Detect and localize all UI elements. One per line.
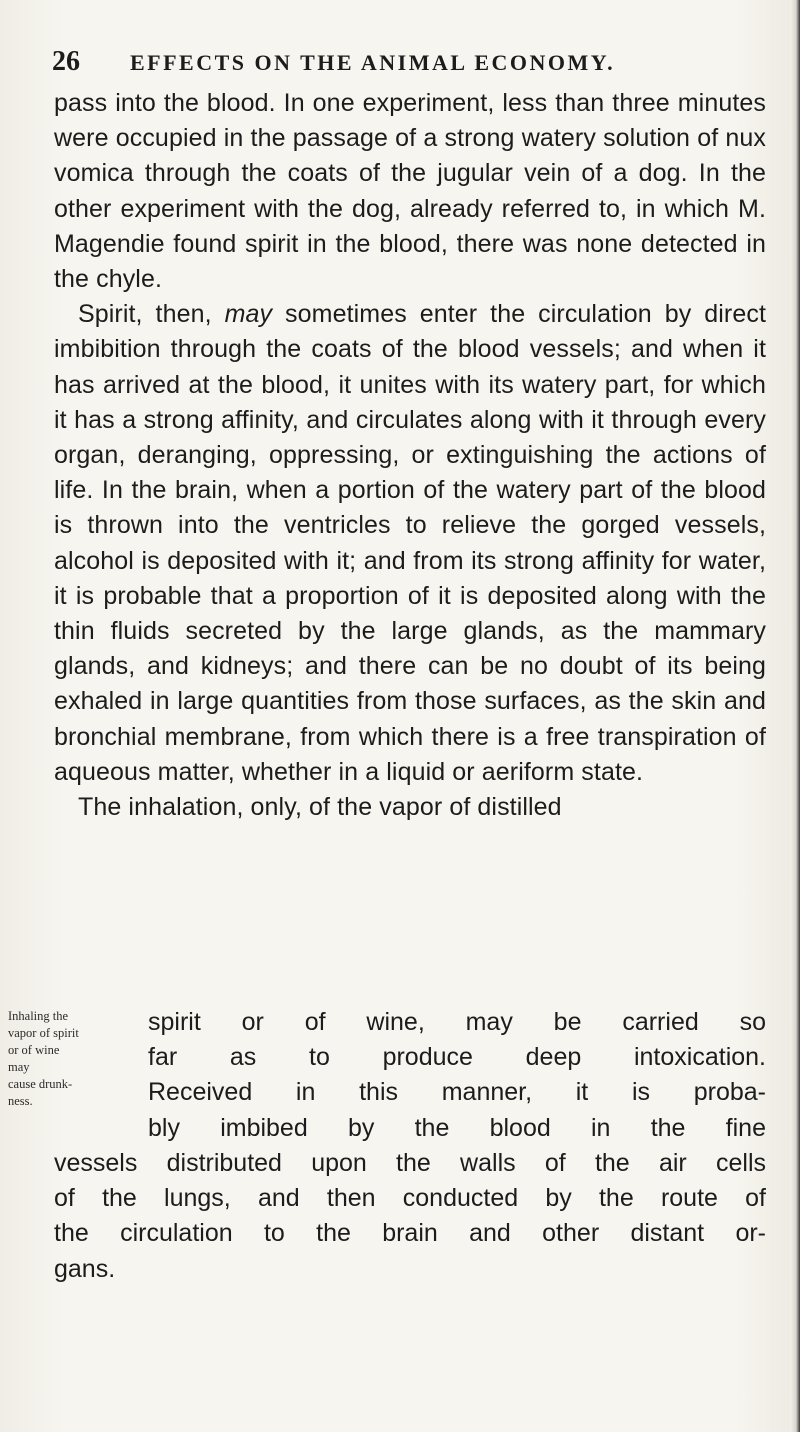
- margin-note-line: or of wine may: [8, 1043, 60, 1074]
- paragraph-2-start: Spirit, then,: [78, 300, 225, 329]
- page-edge-shadow: [790, 0, 800, 1432]
- paragraph-1: pass into the blood. In one experiment, less than three minutes were occupied in the passage of a strong watery solution of nux vomica through the coats of the jugular vein of a dog. In the other experiment with the dog, already referred to, in which M. Magendie found spirit in the blood, there was none detected in the chyle.: [54, 89, 766, 294]
- emphasis-may: may: [224, 300, 273, 329]
- closing-line: gans.: [54, 1254, 116, 1283]
- margin-note-line: cause drunk-: [8, 1077, 73, 1091]
- inset-line: Received in this manner, it is proba-: [148, 1078, 766, 1107]
- body-text: [54, 86, 766, 825]
- inset-text: [148, 1005, 766, 1146]
- margin-note: [8, 1008, 84, 1110]
- paragraph-2: [54, 297, 766, 790]
- margin-note-line: vapor of spirit: [8, 1026, 79, 1040]
- closing-line: of the lungs, and then conducted by the route of: [54, 1184, 766, 1213]
- closing-line: vessels distributed upon the walls of the air cells: [54, 1149, 766, 1177]
- inset-line: far as to produce deep intoxication.: [148, 1043, 766, 1072]
- page-header: [52, 46, 692, 80]
- inset-line: bly imbibed by the blood in the fine: [148, 1113, 766, 1142]
- page-number: 26: [52, 46, 80, 77]
- paragraph-2-rest: sometimes enter the circulation by direct imbibition through the coats of the blood vessels; and when it has arrived at the blood, it unites with its watery part, for which it has a strong affinity, and circulates along with it through every organ, deranging, oppressing, or extinguishing the actions of life. In the brain, when a portion of the watery part of the blood is thrown into the ventricles to relieve the gorged vessels, alcohol is deposited with it; and from its strong affinity for water, it is probable that a proportion of it is deposited along with the thin fluids secreted by the large glands, as the mammary glands, and kidneys; and there can be no doubt of its being exhaled in large quantities from those surfaces, as the skin and bronchial membrane, from which there is a free transpiration of aqueous matter, whether in a liquid or aeriform state.: [54, 300, 766, 786]
- running-head: EFFECTS ON THE ANIMAL ECONOMY.: [130, 50, 616, 75]
- margin-note-line: Inhaling the: [8, 1009, 69, 1023]
- inset-line: spirit or of wine, may be carried so: [148, 1008, 766, 1036]
- margin-note-line: ness.: [8, 1094, 33, 1108]
- closing-text: [54, 1146, 766, 1287]
- closing-line: the circulation to the brain and other distant or-: [54, 1219, 766, 1248]
- paragraph-3-lead: The inhalation, only, of the vapor of distilled: [78, 793, 562, 822]
